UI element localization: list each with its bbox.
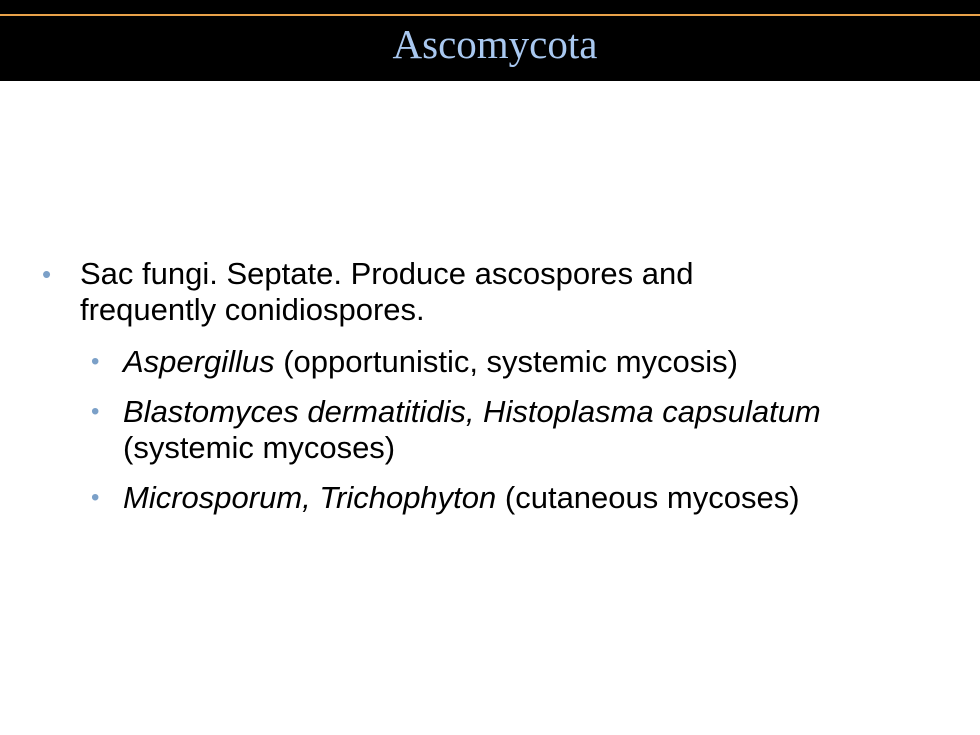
slide-content bbox=[0, 256, 980, 516]
title-accent-rule bbox=[0, 14, 980, 16]
sub-bullet-italic: Blastomyces dermatitidis, Histoplasma capsulatum bbox=[123, 394, 821, 429]
slide-title: Ascomycota bbox=[392, 21, 598, 67]
sub-bullet-blastomyces bbox=[91, 394, 933, 466]
sub-bullet-microsporum bbox=[91, 480, 933, 516]
sub-bullet-plain: (cutaneous mycoses) bbox=[496, 480, 800, 515]
sub-bullet-plain: (opportunistic, systemic mycosis) bbox=[274, 344, 739, 379]
bullet-icon: • bbox=[91, 484, 100, 511]
sub-bullet-italic: Aspergillus bbox=[123, 344, 275, 379]
title-bar bbox=[0, 0, 980, 81]
sub-bullet-aspergillus bbox=[91, 344, 933, 380]
bullet-icon: • bbox=[91, 398, 100, 425]
bullet-icon: • bbox=[91, 348, 100, 375]
main-bullet-text: Sac fungi. Septate. Produce ascospores and frequently conidiospores. bbox=[80, 256, 694, 327]
main-bullet bbox=[42, 256, 800, 328]
sub-bullet-italic: Microsporum, Trichophyton bbox=[123, 480, 497, 515]
sub-bullet-plain: (systemic mycoses) bbox=[123, 430, 396, 465]
bullet-icon: • bbox=[42, 259, 52, 289]
